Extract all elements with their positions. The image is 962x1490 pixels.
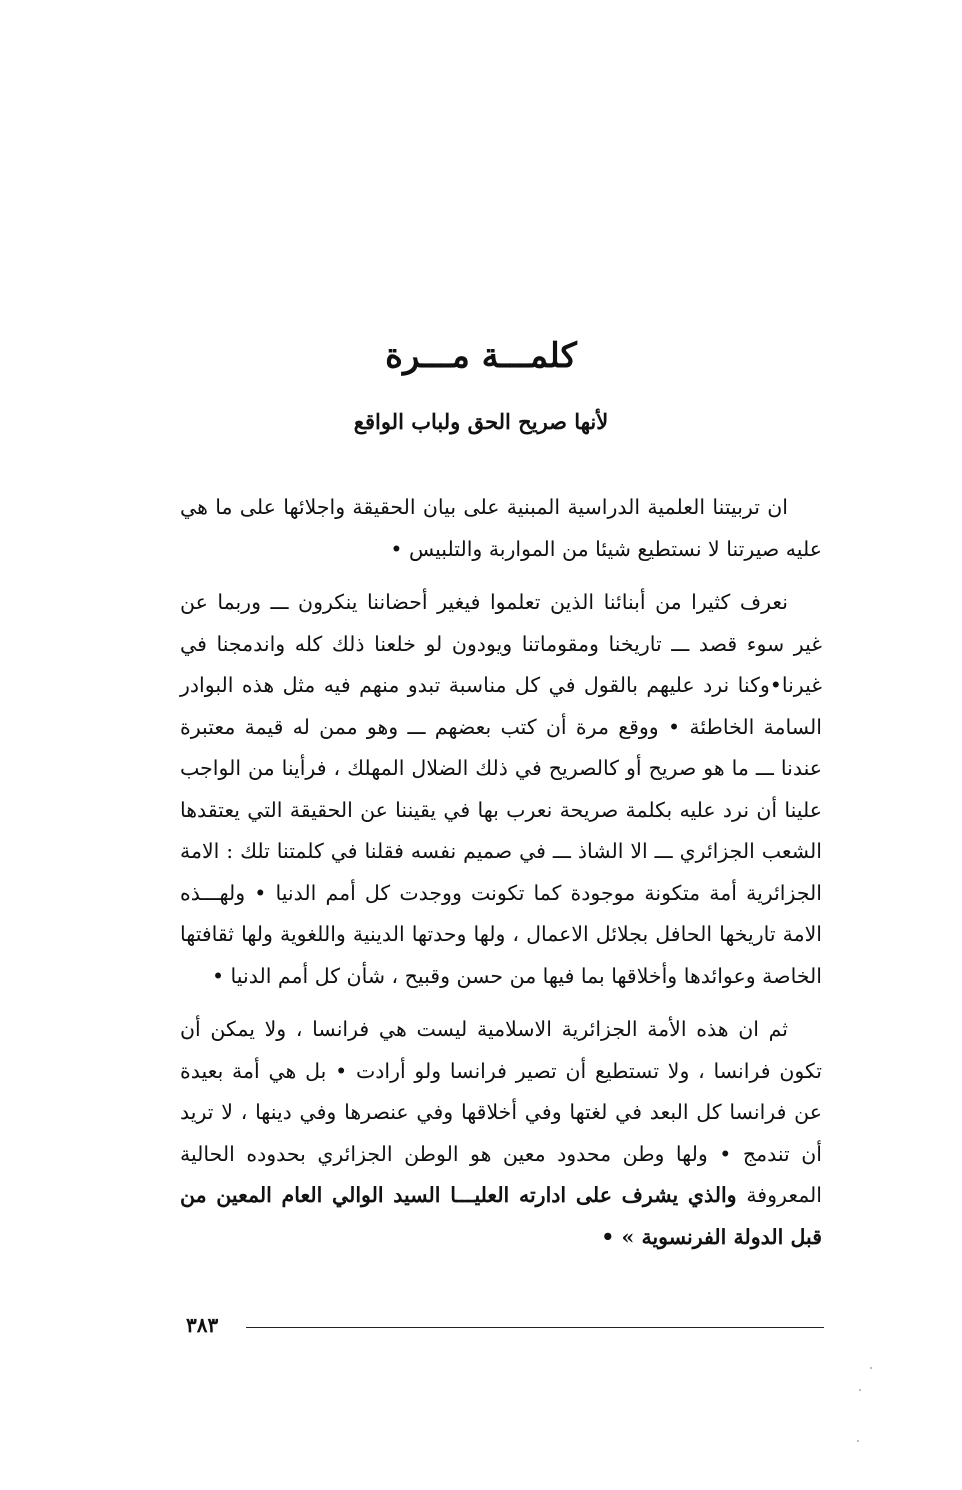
page-number: ٣٨٣: [186, 1313, 219, 1337]
paragraph-3: [180, 1009, 822, 1258]
paragraph-2: نعرف كثيرا من أبنائنا الذين تعلموا فيغير أحضاننا ينكرون ـــ وربما عن غير سوء قصد ـــ تاريخنا ومقوماتنا ويودون لو خلعنا ذلك كله واندمجنا في غيرنا•وكنا نرد عليهم بالقول في كل مناسبة تبدو منهم فيه مثل هذه البوادر السامة الخاطئة • ووقع مرة أن كتب بعضهم ـــ وهو ممن له قيمة معتبرة عندنا ـــ ما هو صريح أو كالصريح في ذلك الضلال المهلك ، فرأينا من الواجب علينا أن نرد عليه بكلمة صريحة نعرب بها في يقيننا عن الحقيقة التي يعتقدها الشعب الجزائري ـــ الا الشاذ ـــ في صميم نفسه فقلنا في كلمتنا تلك : الامة الجزائرية أمة متكونة موجودة كما تكونت ووجدت كل أمم الدنيا • ولهـــذه الامة تاريخها الحافل بجلائل الاعمال ، ولها وحدتها الدينية واللغوية ولها ثقافتها الخاصة وعوائدها وأخلاقها بما فيها من حسن وقبيح ، شأن كل أمم الدنيا •: [180, 590, 822, 988]
paragraph-1: ان تربيتنا العلمية الدراسية المبنية على بيان الحقيقة واجلائها على ما هي عليه صيرتنا لا نستطيع شيئا من المواربة والتلبيس •: [180, 495, 822, 561]
chapter-subtitle: لأنها صريح الحق ولباب الواقع: [353, 409, 609, 434]
paragraph-3-bold-text: والذي يشرف على ادارته العليـــا السيد الوالي العام المعين من قبل الدولة الفرنسوية » •: [180, 1183, 822, 1249]
footer-rule: [246, 1327, 824, 1328]
scan-speck: [870, 1367, 872, 1369]
chapter-title: كلمـــة مـــرة: [385, 336, 577, 376]
scan-speck: [857, 1440, 859, 1442]
paragraph-3-regular-text: ثم ان هذه الأمة الجزائرية الاسلامية ليست هي فرانسا ، ولا يمكن أن تكون فرانسا ، ولا تستطيع أن تصير فرانسا ولو أرادت • بل هي أمة بعيدة عن فرانسا كل البعد في لغتها وفي أخلاقها وفي عنصرها وفي دينها ، لا تريد أن تندمج • ولها وطن محدود معين هو الوطن الجزائري بحدوده الحالية المعروفة: [180, 1017, 822, 1207]
scan-speck: [859, 1389, 861, 1391]
body-text: [180, 487, 822, 1258]
